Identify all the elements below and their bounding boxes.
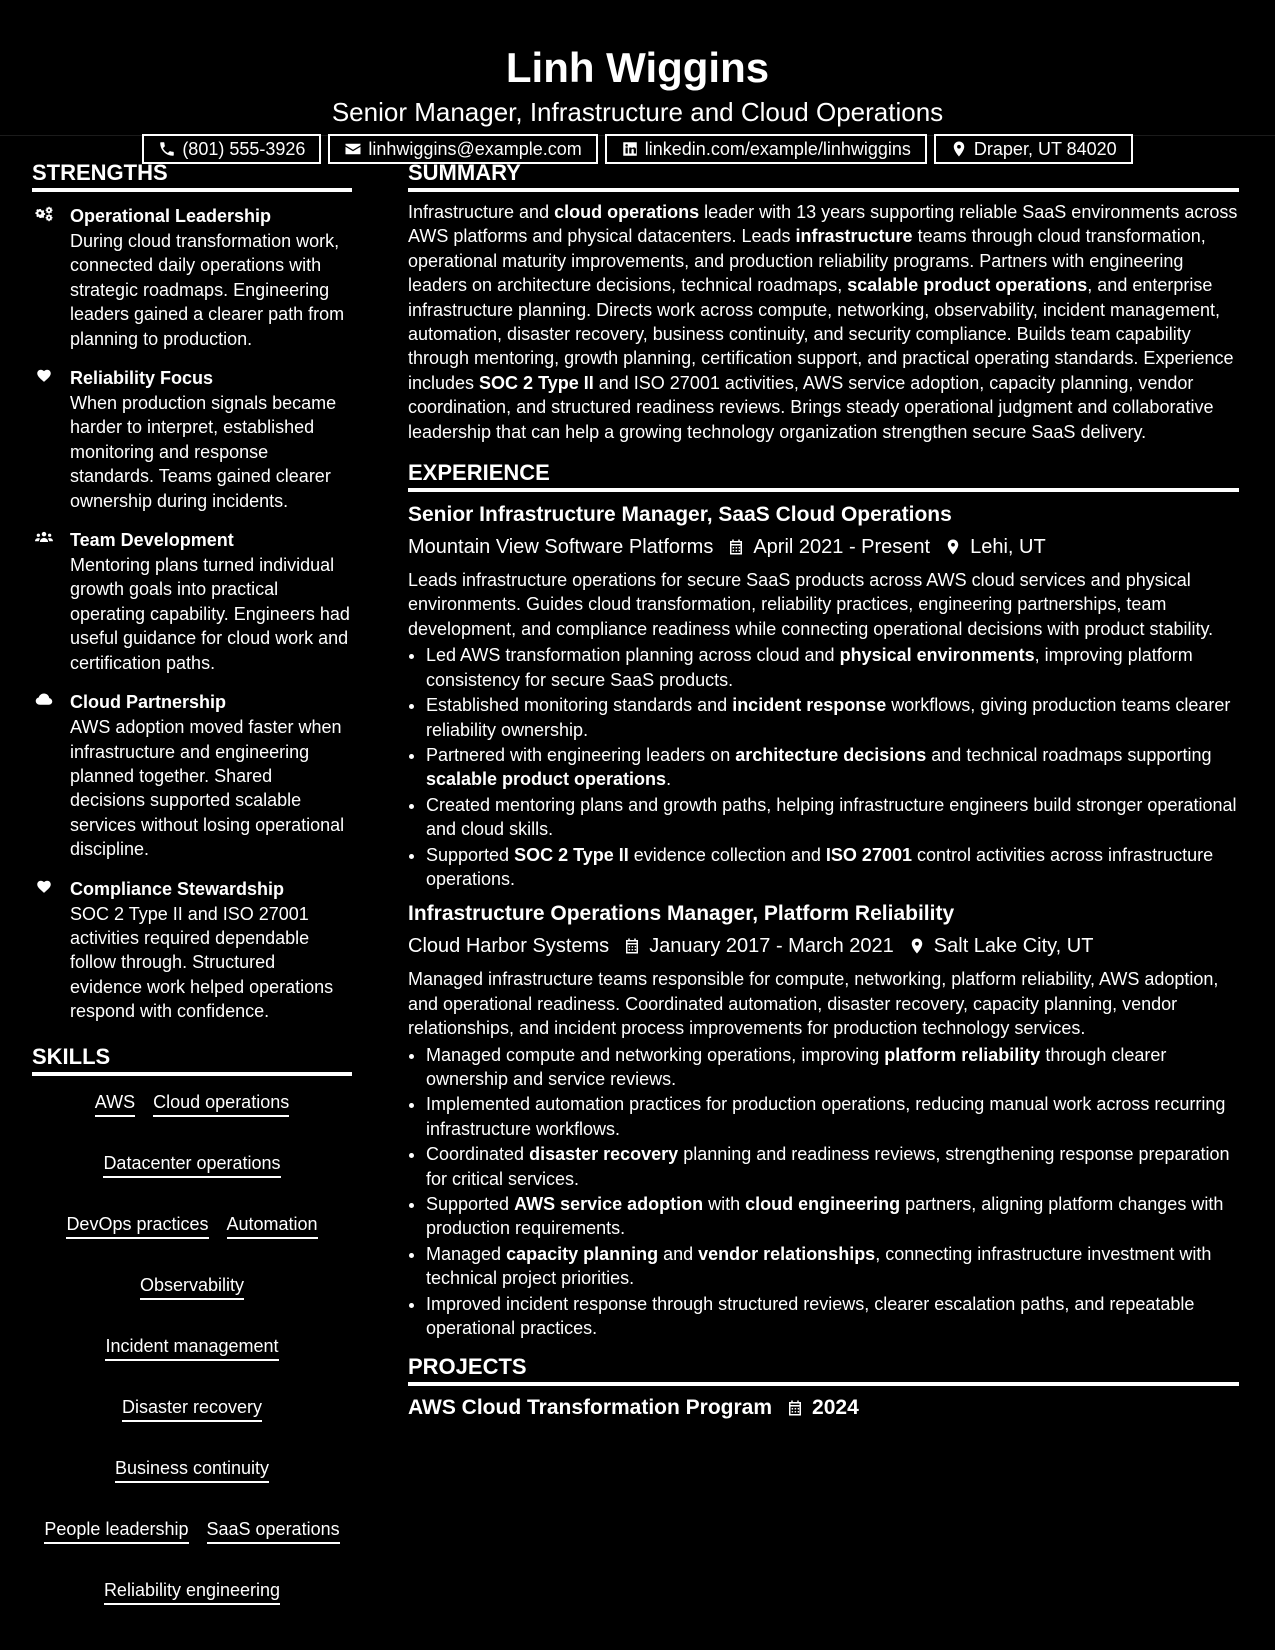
strength-body <box>70 204 352 351</box>
strength-item <box>32 528 352 675</box>
skill-tag: AWS <box>95 1090 135 1117</box>
text-run: through clearer ownership and service reviews. <box>426 1044 1167 1089</box>
skill-tag: Reliability engineering <box>104 1578 280 1605</box>
job-bullet <box>426 1142 1239 1191</box>
contact-phone-text: (801) 555-3926 <box>182 138 306 159</box>
strengths-heading: STRENGTHS <box>32 160 352 192</box>
job-bullets <box>408 1043 1239 1341</box>
text-run: . <box>666 769 672 790</box>
bold-text: scalable product operations <box>847 275 1088 296</box>
summary-heading: SUMMARY <box>408 160 1239 192</box>
text-run: Established monitoring standards and <box>426 695 733 716</box>
job-location: Salt Lake City, UT <box>933 935 1094 958</box>
bold-text: cloud operations <box>554 202 700 222</box>
text-run: Created mentoring plans and growth paths, helping infrastructure engineers build stronger operational and cloud skills. <box>426 794 1237 840</box>
strength-text: When production signals became harder to interpret, established monitoring and response standards. Teams gained clearer ownership during incidents. <box>70 393 337 511</box>
text-run: and ISO 27001 activities, AWS service adoption, capacity planning, vendor coordination, and structured readiness reviews. Brings steady operational judgment and collaborative leadership that can help a growing technology organization strengthen secure SaaS delivery. <box>408 372 1214 442</box>
skill-tag: SaaS operations <box>207 1517 340 1544</box>
cloud-icon <box>32 692 56 710</box>
heart-icon <box>32 879 56 897</box>
strength-title: Compliance Stewardship <box>70 878 285 899</box>
strength-icon-wrap <box>32 690 70 861</box>
text-run: Supported <box>426 844 515 865</box>
job-meta <box>408 534 1239 560</box>
text-run: and <box>658 1243 699 1264</box>
users-icon <box>32 530 56 548</box>
strength-icon-wrap <box>32 877 70 1024</box>
right-column <box>408 160 1239 1605</box>
candidate-name: Linh Wiggins <box>505 44 770 91</box>
text-run: and technical roadmaps supporting <box>926 744 1212 765</box>
project-list <box>408 1396 1239 1420</box>
job-description: Managed infrastructure teams responsible for compute, networking, platform reliability, AWS adoption, and operational readiness. Coordinated automation, disaster recovery, capacity planning, vendor relationships, and incident process improvements for production technology services. <box>408 969 1219 1039</box>
skills-list <box>32 1090 352 1605</box>
job-bullet <box>426 693 1239 742</box>
text-run: evidence collection and <box>628 844 826 865</box>
summary-text <box>408 200 1239 444</box>
skill-tag: Automation <box>227 1212 318 1239</box>
skill-tag: Datacenter operations <box>103 1151 280 1178</box>
job-bullet <box>426 1242 1239 1291</box>
text-run: control activities across infrastructure operations. <box>426 844 1214 889</box>
text-run: Coordinated <box>426 1144 530 1165</box>
job-bullet <box>426 743 1239 792</box>
map-pin-icon <box>944 537 962 557</box>
bold-text: ISO 27001 <box>825 844 912 865</box>
strength-body <box>70 366 352 513</box>
strength-title: Reliability Focus <box>70 368 214 389</box>
text-run: Implemented automation practices for production operations, reducing manual work across recurring infrastructure workflows. <box>426 1094 1226 1139</box>
bold-text: architecture decisions <box>735 744 927 765</box>
job-bullet <box>426 843 1239 892</box>
bold-text: SOC 2 Type II <box>514 844 629 865</box>
contact-location-text: Draper, UT 84020 <box>973 138 1117 159</box>
strength-icon-wrap <box>32 366 70 513</box>
text-run: , and enterprise infrastructure planning. Directs work across compute, networking, observability, incident management, automation, disaster recovery, business continuity, and security compliance. Builds team capability through mentoring, growth planning, certification support, and practical operating standards. Experience includes <box>408 275 1234 393</box>
job-bullet <box>426 1043 1239 1092</box>
job-bullet <box>426 1092 1239 1141</box>
job-company: Cloud Harbor Systems <box>408 935 610 958</box>
strength-title: Cloud Partnership <box>70 692 227 713</box>
calendar-icon <box>786 1398 804 1418</box>
text-run: with <box>703 1194 746 1214</box>
text-run: Managed compute and networking operations, improving <box>426 1044 885 1065</box>
project-year: 2024 <box>812 1396 859 1420</box>
skill-tag: People leadership <box>44 1517 188 1544</box>
map-pin-icon <box>908 936 926 956</box>
strengths-list <box>32 204 352 1024</box>
skills-section <box>32 1044 352 1605</box>
job-description: Leads infrastructure operations for secure SaaS products across AWS cloud services and physical environments. Guides cloud transformation, reliability practices, engineering partnerships, team development, and compliance readiness while connecting operational decisions with product stability. <box>408 570 1214 639</box>
strength-icon-wrap <box>32 204 70 351</box>
strength-title: Team Development <box>70 530 234 551</box>
gears-icon <box>32 206 56 224</box>
bold-text: SOC 2 Type II <box>479 372 594 393</box>
experience-heading: EXPERIENCE <box>408 460 1239 492</box>
bold-text: AWS service adoption <box>514 1194 704 1214</box>
bold-text: vendor relationships <box>698 1243 876 1264</box>
text-run: partners, aligning platform changes with production requirements. <box>426 1194 1224 1239</box>
strength-item <box>32 366 352 513</box>
job-company: Mountain View Software Platforms <box>408 536 714 559</box>
strength-body <box>70 528 352 675</box>
candidate-title: Senior Manager, Infrastructure and Cloud Operations <box>331 97 944 127</box>
bold-text: disaster recovery <box>529 1144 679 1165</box>
text-run: teams through cloud transformation, operational maturity improvements, and production reliability programs. Partners with engineering leaders on architecture decisions, technical roadmaps, <box>408 226 1206 296</box>
bold-text: platform reliability <box>884 1044 1041 1065</box>
text-run: Infrastructure and <box>408 202 555 222</box>
skills-heading: SKILLS <box>32 1044 352 1076</box>
text-run: Improved incident response through structured reviews, clearer escalation paths, and repeatable operational practices. <box>426 1293 1195 1339</box>
job-entry <box>408 901 1239 1340</box>
strength-text: AWS adoption moved faster when infrastructure and engineering planned together. Shared decisions supported scalable services without losing operational discipline. <box>70 717 345 860</box>
text-run: , connecting infrastructure investment with technical project priorities. <box>426 1243 1212 1289</box>
bold-text: scalable product operations <box>426 769 667 790</box>
text-run: Led AWS transformation planning across cloud and <box>426 645 840 666</box>
strength-text: Mentoring plans turned individual growth goals into practical operating capability. Engineers had useful guidance for cloud work and certification paths. <box>70 555 350 673</box>
resume-body <box>0 160 1275 1605</box>
strengths-section <box>32 160 352 1024</box>
job-bullet <box>426 1292 1239 1341</box>
text-run: Partnered with engineering leaders on <box>426 744 736 765</box>
strength-body <box>70 690 352 861</box>
job-location: Lehi, UT <box>970 536 1046 559</box>
text-run: , improving platform consistency for secure SaaS products. <box>426 645 1193 690</box>
job-dates: January 2017 - March 2021 <box>649 935 894 958</box>
calendar-icon <box>727 537 745 557</box>
contact-email-text: linhwiggins@example.com <box>368 138 582 159</box>
job-dates: April 2021 - Present <box>753 536 931 559</box>
left-column <box>32 160 352 1605</box>
projects-section <box>408 1354 1239 1420</box>
bold-text: physical environments <box>839 645 1035 666</box>
job-title: Infrastructure Operations Manager, Platform Reliability <box>408 902 955 926</box>
job-bullet <box>426 793 1239 842</box>
calendar-icon <box>623 936 641 956</box>
contact-linkedin-text: linkedin.com/example/linhwiggins <box>644 138 911 159</box>
text-run: workflows, giving production teams clearer reliability ownership. <box>426 695 1231 740</box>
job-meta <box>408 933 1239 959</box>
job-entry <box>408 502 1239 891</box>
strength-icon-wrap <box>32 528 70 675</box>
job-title: Senior Infrastructure Manager, SaaS Cloud Operations <box>408 503 952 527</box>
project-name: AWS Cloud Transformation Program <box>408 1396 773 1420</box>
heart-icon <box>32 368 56 386</box>
strength-item <box>32 204 352 351</box>
linkedin-icon <box>621 140 639 158</box>
bold-text: capacity planning <box>506 1243 659 1264</box>
skill-tag: Disaster recovery <box>122 1395 262 1422</box>
resume-header <box>0 0 1275 159</box>
job-list <box>408 502 1239 1340</box>
text-run: leader with 13 years supporting reliable SaaS environments across AWS platforms and physical datacenters. Leads <box>408 202 1238 247</box>
experience-section <box>408 460 1239 1340</box>
job-bullets <box>408 643 1239 891</box>
summary-section <box>408 160 1239 444</box>
skill-tag: DevOps practices <box>66 1212 208 1239</box>
text-run: planning and readiness reviews, strengthening response preparation for critical services. <box>426 1144 1230 1189</box>
skill-tag: Observability <box>140 1273 244 1300</box>
strength-text: SOC 2 Type II and ISO 27001 activities required dependable follow through. Structured evidence work helped operations respond with confidence. <box>70 903 334 1022</box>
skill-tag: Incident management <box>105 1334 278 1361</box>
strength-text: During cloud transformation work, connected daily operations with strategic roadmaps. Engineering leaders gained a clearer path from planning to production. <box>70 231 345 349</box>
phone-icon <box>158 140 176 158</box>
bold-text: cloud engineering <box>745 1194 901 1214</box>
projects-heading: PROJECTS <box>408 1354 1239 1386</box>
skill-tag: Cloud operations <box>153 1090 289 1117</box>
text-run: Managed <box>426 1243 507 1264</box>
bold-text: infrastructure <box>795 226 913 247</box>
job-bullet <box>426 1192 1239 1241</box>
job-bullet <box>426 643 1239 692</box>
envelope-icon <box>344 140 362 158</box>
text-run: Supported <box>426 1194 515 1214</box>
strength-item <box>32 690 352 861</box>
skill-tag: Business continuity <box>115 1456 269 1483</box>
strength-item <box>32 877 352 1024</box>
map-pin-icon <box>950 140 968 158</box>
strength-title: Operational Leadership <box>70 206 272 226</box>
strength-body <box>70 877 352 1024</box>
project-item <box>408 1396 1239 1420</box>
bold-text: incident response <box>732 695 887 716</box>
